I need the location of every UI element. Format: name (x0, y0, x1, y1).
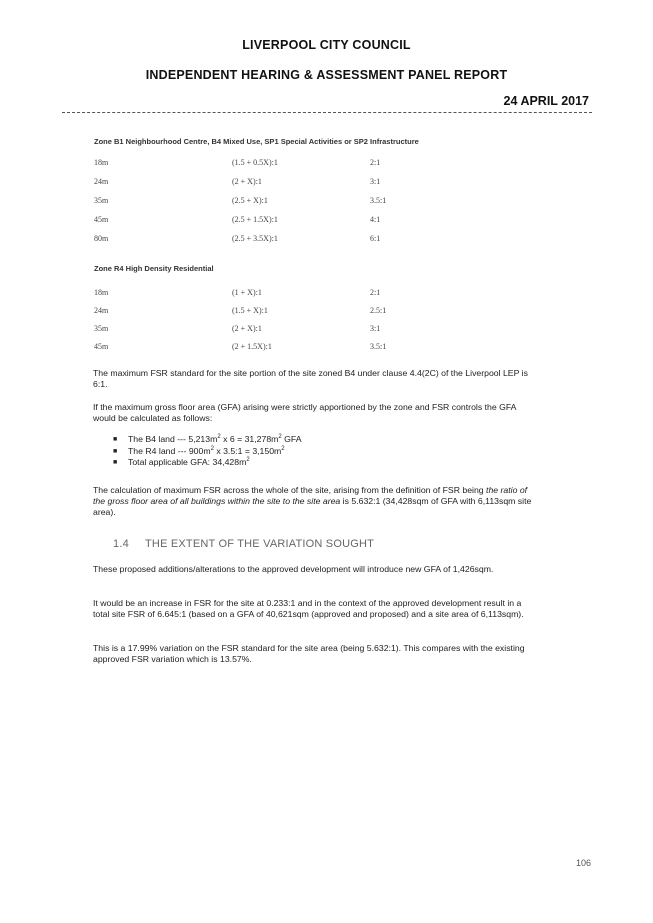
ratio-cell: 3:1 (370, 324, 381, 333)
list-item: ■ The R4 land --- $900m^2$ x 3.5:1 = $3,150m^2$ (113, 445, 285, 456)
additions-paragraph: These proposed additions/alterations to the approved development will introduce new GFA of 1,426sqm. (93, 564, 494, 574)
height-cell: 24m (94, 177, 109, 186)
fsr-definition: the ratio of the gross floor area of all buildings within the site to the site area (93, 485, 528, 507)
height-cell: 35m (94, 324, 109, 333)
height-cell: 45m (94, 342, 109, 351)
formula-cell: (2 + X):1 (232, 177, 262, 186)
gfa-bullet-list (110, 434, 510, 469)
ratio-cell: 4:1 (370, 215, 381, 224)
ratio-cell: 3.5:1 (370, 342, 387, 351)
ratio-cell: 2:1 (370, 158, 381, 167)
height-cell: 18m (94, 158, 109, 167)
ratio-cell: 6:1 (370, 234, 381, 243)
page-number: 106 (575, 858, 591, 868)
formula-cell: (2 + 1.5X):1 (232, 342, 272, 351)
height-cell: 18m (94, 288, 109, 297)
zone-r4-row (94, 306, 414, 320)
zone-b1-row (94, 215, 414, 229)
header-divider (62, 112, 592, 113)
height-cell: 35m (94, 196, 109, 205)
zone-b1-row (94, 196, 414, 210)
ratio-cell: 3:1 (370, 177, 381, 186)
ratio-cell: 3.5:1 (370, 196, 387, 205)
ratio-cell: 2.5:1 (370, 306, 387, 315)
zone-b1-row (94, 158, 414, 172)
zone-b1-row (94, 177, 414, 191)
bullet-icon: ■ (113, 447, 118, 455)
formula-cell: (2.5 + 1.5X):1 (232, 215, 278, 224)
formula-cell: (1.5 + 0.5X):1 (232, 158, 278, 167)
height-cell: 80m (94, 234, 109, 243)
formula-cell: (1 + X):1 (232, 288, 262, 297)
zone-b1-title: Zone B1 Neighbourhood Centre, B4 Mixed Use, SP1 Special Activities or SP2 Infrastructure (94, 137, 419, 146)
council-name: LIVERPOOL CITY COUNCIL (242, 38, 411, 52)
zone-r4-title: Zone R4 High Density Residential (94, 264, 214, 273)
section-title: THE EXTENT OF THE VARIATION SOUGHT (145, 538, 375, 550)
zone-r4-row (94, 342, 414, 356)
ratio-cell: 2:1 (370, 288, 381, 297)
formula-cell: (2.5 + 3.5X):1 (232, 234, 278, 243)
calculation-paragraph: The calculation of maximum FSR across the whole of the site, arising from the definition of FSR being the ratio of the gross floor area of all buildings within the site to the site area is 5.632:1 (34,428sqm of GFA with 6,113sqm site area). (93, 485, 532, 518)
height-cell: 45m (94, 215, 109, 224)
max-fsr-paragraph: The maximum FSR standard for the site portion of the site zoned B4 under clause 4.4(2C) of the Liverpool LEP is 6:1. (93, 368, 528, 390)
zone-r4-row (94, 288, 414, 302)
formula-cell: (1.5 + X):1 (232, 306, 268, 315)
bullet-icon: ■ (113, 459, 118, 466)
list-item: ■ Total applicable GFA: $34,428m^2$ (113, 457, 250, 467)
section-number: 1.4 (113, 538, 129, 550)
increase-paragraph: It would be an increase in FSR for the site at 0.233:1 and in the context of the approved development result in a total site FSR of 6.645:1 (based on a GFA of 40,621sqm (approved and proposed) and a site area of 6,113sqm). (93, 598, 524, 620)
report-date: 24 APRIL 2017 (503, 94, 589, 108)
gfa-intro-paragraph: If the maximum gross floor area (GFA) arising were strictly apportioned by the zone and FSR controls the GFA would be calculated as follows: (93, 402, 516, 424)
formula-cell: (2.5 + X):1 (232, 196, 268, 205)
bullet-icon: ■ (113, 436, 118, 443)
zone-b1-row (94, 234, 414, 248)
height-cell: 24m (94, 306, 109, 315)
section-heading (113, 538, 374, 550)
zone-r4-row (94, 324, 414, 338)
formula-cell: (2 + X):1 (232, 324, 262, 333)
variation-paragraph: This is a 17.99% variation on the FSR standard for the site area (being 5.632:1). This compares with the existing approved FSR variation which is 13.57%. (93, 643, 525, 665)
list-item: ■ The B4 land --- $5,213m^2$ x $6 = 31,278m^2$ GFA (113, 434, 302, 444)
report-title: INDEPENDENT HEARING & ASSESSMENT PANEL REPORT (145, 68, 508, 82)
